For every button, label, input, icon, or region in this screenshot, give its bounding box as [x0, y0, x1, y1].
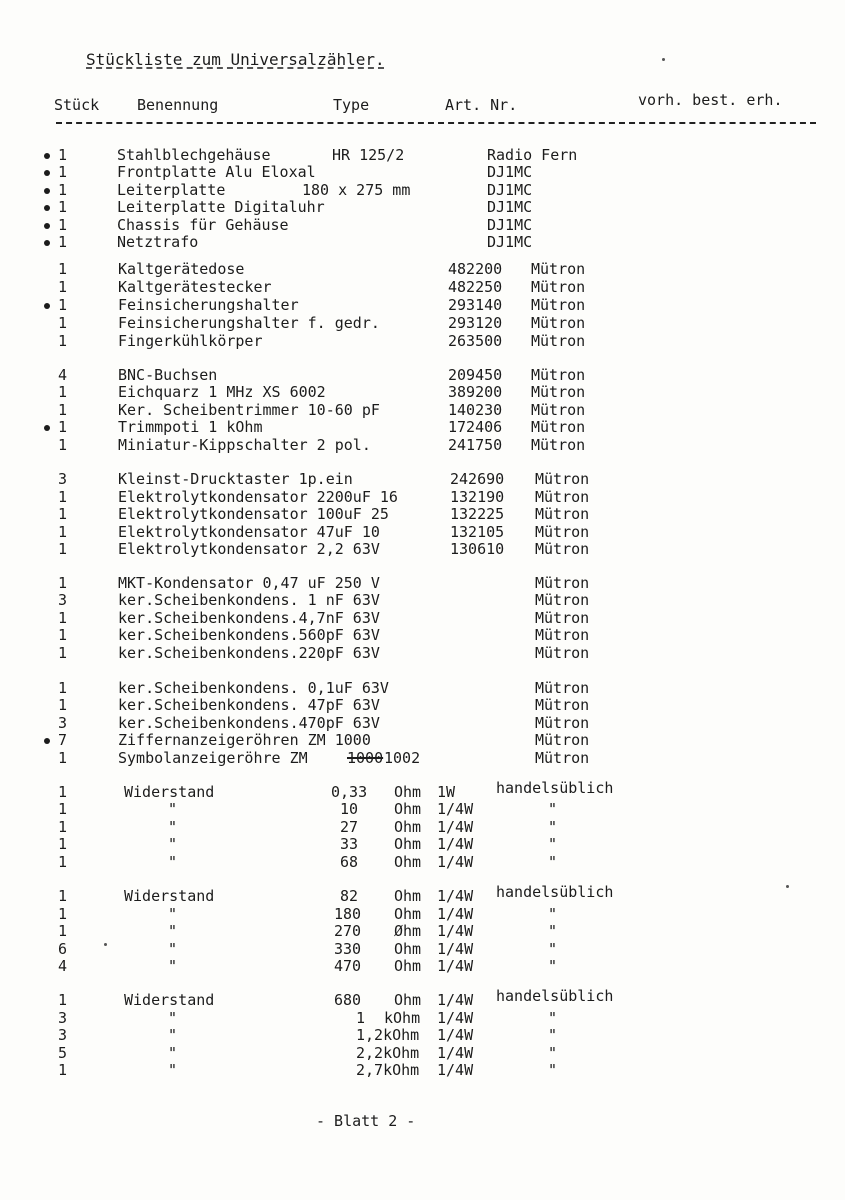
row-distributor: " — [548, 852, 558, 871]
table-row — [0, 923, 845, 940]
row-name: Kaltgerätedose — [118, 260, 245, 278]
row-maker: Mütron — [535, 643, 590, 662]
row-power: 1/4W — [437, 991, 474, 1009]
row-supplier: DJ1MC — [487, 198, 533, 217]
row-type: 180 x 275 mm — [302, 180, 411, 199]
row-supplier: DJ1MC — [487, 163, 533, 182]
row-power: 1/4W — [437, 957, 474, 976]
row-distributor: " — [548, 835, 558, 854]
row-maker: Mütron — [535, 487, 590, 506]
row-qty: 1 — [58, 487, 68, 506]
row-qty: 1 — [58, 852, 68, 871]
table-row — [0, 437, 845, 454]
row-qty: 1 — [58, 146, 68, 164]
table-row — [0, 367, 845, 384]
row-qty: 5 — [58, 1043, 68, 1062]
row-distributor: " — [548, 817, 558, 836]
table-row — [0, 575, 845, 592]
table-row — [0, 1045, 845, 1062]
row-name: Elektrolytkondensator 2200uF 16 — [118, 487, 398, 506]
row-name: " — [168, 1043, 178, 1062]
table-row — [0, 750, 845, 767]
row-maker: Mütron — [531, 366, 586, 384]
table-row — [0, 297, 845, 314]
row-qty: 1 — [58, 800, 68, 819]
row-name: ker.Scheibenkondens.470pF 63V — [118, 713, 380, 732]
checkmark-dot-icon — [44, 170, 50, 176]
row-power: 1/4W — [437, 939, 474, 958]
table-row — [0, 819, 845, 836]
row-maker: Mütron — [535, 470, 590, 488]
row-maker: Mütron — [535, 696, 590, 715]
row-name: " — [168, 1026, 178, 1044]
row-maker: Mütron — [535, 522, 590, 541]
row-name: Feinsicherungshalter f. gedr. — [118, 314, 380, 332]
row-name: Frontplatte Alu Eloxal — [117, 163, 316, 182]
row-qty: 1 — [58, 835, 68, 854]
table-row — [0, 164, 845, 181]
row-qty: 3 — [58, 1008, 68, 1027]
row-name-end: 1002 — [384, 748, 421, 767]
row-qty: 1 — [58, 260, 68, 278]
row-name: ker.Scheibenkondens.4,7nF 63V — [118, 608, 380, 627]
row-maker: Mütron — [535, 574, 590, 592]
row-qty: 1 — [58, 180, 68, 199]
row-name: Widerstand — [124, 783, 215, 801]
row-qty: 4 — [58, 366, 68, 384]
row-power: 1/4W — [437, 1008, 474, 1027]
row-qty: 1 — [58, 991, 68, 1009]
table-row — [0, 958, 845, 975]
table-row — [0, 234, 845, 251]
row-maker: Mütron — [535, 626, 590, 645]
row-value: 27 — [340, 817, 359, 836]
row-maker: Mütron — [535, 540, 590, 559]
row-artnr: 482200 — [448, 260, 503, 278]
row-name: ker.Scheibenkondens. 47pF 63V — [118, 696, 380, 715]
row-name: Miniatur-Kippschalter 2 pol. — [118, 435, 371, 454]
row-unit: Ohm — [394, 887, 422, 905]
row-qty: 1 — [58, 887, 68, 905]
table-row — [0, 384, 845, 401]
row-qty: 1 — [58, 215, 68, 234]
row-qty: 1 — [58, 696, 68, 715]
checkmark-dot-icon — [44, 240, 50, 246]
table-row — [0, 419, 845, 436]
row-unit: Ohm — [394, 835, 422, 854]
table-row — [0, 941, 845, 958]
row-maker: Mütron — [531, 278, 586, 296]
row-name: Chassis für Gehäuse — [117, 215, 289, 234]
row-name: " — [168, 835, 178, 854]
table-row — [0, 627, 845, 644]
table-row — [0, 697, 845, 714]
row-name: Elektrolytkondensator 100uF 25 — [118, 505, 389, 524]
row-unit: Ohm — [394, 817, 422, 836]
row-qty: 1 — [58, 922, 68, 941]
row-qty: 1 — [58, 608, 68, 627]
row-unit: Ohm — [394, 991, 422, 1009]
table-row — [0, 715, 845, 732]
row-unit: Ohm — [394, 904, 422, 923]
row-name: " — [168, 817, 178, 836]
row-qty: 1 — [58, 233, 68, 251]
checkmark-dot-icon — [44, 738, 50, 744]
row-artnr: 293140 — [448, 296, 503, 314]
row-name: Ker. Scheibentrimmer 10-60 pF — [118, 400, 380, 419]
table-row — [0, 883, 845, 905]
table-row — [0, 732, 845, 749]
row-power: 1/4W — [437, 852, 474, 871]
row-value: 680 — [334, 991, 362, 1009]
table-row — [0, 541, 845, 558]
row-supplier: DJ1MC — [487, 180, 533, 199]
row-name: " — [168, 852, 178, 871]
row-qty: 1 — [58, 817, 68, 836]
row-name: Symbolanzeigeröhre ZM — [118, 748, 308, 767]
row-power: 1/4W — [437, 1026, 474, 1044]
row-qty: 1 — [58, 435, 68, 454]
row-maker: Mütron — [531, 435, 586, 454]
table-row — [0, 1027, 845, 1044]
row-name: Leiterplatte — [117, 180, 226, 199]
row-name: Elektrolytkondensator 47uF 10 — [118, 522, 380, 541]
table-row — [0, 801, 845, 818]
table-row — [0, 199, 845, 216]
row-name: Kleinst-Drucktaster 1p.ein — [118, 470, 353, 488]
row-value: 82 — [340, 887, 359, 905]
row-qty: 1 — [58, 400, 68, 419]
row-name: " — [168, 1061, 178, 1079]
row-artnr: 241750 — [448, 435, 503, 454]
row-artnr: 293120 — [448, 314, 503, 332]
row-maker: Mütron — [531, 383, 586, 402]
row-artnr: 132225 — [450, 505, 505, 524]
row-name: Widerstand — [124, 887, 215, 905]
row-artnr: 140230 — [448, 400, 503, 419]
row-artnr: 209450 — [448, 366, 503, 384]
row-name: Trimmpoti 1 kOhm — [118, 418, 263, 437]
row-value: 180 — [334, 904, 362, 923]
row-qty: 6 — [58, 939, 68, 958]
row-qty: 1 — [58, 679, 68, 697]
row-maker: Mütron — [535, 731, 590, 750]
paper-speck — [786, 885, 789, 888]
page-footer: - Blatt 2 - — [316, 1112, 416, 1130]
header-name: Benennung — [137, 96, 219, 114]
row-power: 1/4W — [437, 887, 474, 905]
row-qty: 1 — [58, 540, 68, 559]
row-maker: Mütron — [535, 713, 590, 732]
row-qty: 1 — [58, 783, 68, 801]
row-artnr: 132190 — [450, 487, 505, 506]
row-maker: Mütron — [531, 400, 586, 419]
row-unit: Ohm — [394, 852, 422, 871]
row-power: 1/4W — [437, 817, 474, 836]
row-qty: 3 — [58, 713, 68, 732]
row-qty: 7 — [58, 731, 68, 750]
row-value: 270 — [334, 922, 362, 941]
row-name: ker.Scheibenkondens. 1 nF 63V — [118, 591, 380, 610]
row-distributor: " — [548, 939, 558, 958]
table-row — [0, 987, 845, 1009]
row-maker: Mütron — [535, 591, 590, 610]
row-value: 2,2kOhm — [356, 1043, 420, 1062]
row-name: ker.Scheibenkondens. 0,1uF 63V — [118, 679, 389, 697]
row-artnr: 389200 — [448, 383, 503, 402]
row-maker: Mütron — [531, 418, 586, 437]
table-row — [0, 854, 845, 871]
row-unit: Ohm — [394, 800, 422, 819]
row-maker: Mütron — [535, 505, 590, 524]
row-qty: 1 — [58, 314, 68, 332]
checkmark-dot-icon — [44, 205, 50, 211]
table-row — [0, 261, 845, 278]
table-row — [0, 1062, 845, 1079]
header-divider — [56, 122, 816, 124]
row-qty: 1 — [58, 904, 68, 923]
row-name: " — [168, 1008, 178, 1027]
table-row — [0, 217, 845, 234]
table-row — [0, 471, 845, 488]
row-qty: 3 — [58, 470, 68, 488]
row-qty: 1 — [58, 626, 68, 645]
paper-speck — [662, 58, 665, 61]
row-supplier: Radio Fern — [487, 146, 578, 164]
table-row — [0, 610, 845, 627]
row-qty: 4 — [58, 957, 68, 976]
table-row — [0, 779, 845, 801]
row-power: 1W — [437, 783, 456, 801]
row-supplier: DJ1MC — [487, 215, 533, 234]
row-name: " — [168, 800, 178, 819]
row-distributor: " — [548, 957, 558, 976]
row-value: 0,33 — [331, 783, 368, 801]
row-value: 1,2kOhm — [356, 1026, 420, 1044]
table-row — [0, 147, 845, 164]
row-distributor: " — [548, 1061, 558, 1079]
row-power: 1/4W — [437, 800, 474, 819]
row-name: MKT-Kondensator 0,47 uF 250 V — [118, 574, 380, 592]
row-name: Eichquarz 1 MHz XS 6002 — [118, 383, 326, 402]
row-power: 1/4W — [437, 1061, 474, 1079]
row-value: 330 — [334, 939, 362, 958]
row-artnr: 482250 — [448, 278, 503, 296]
row-name: Stahlblechgehäuse — [117, 146, 271, 164]
row-artnr: 130610 — [450, 540, 505, 559]
row-artnr: 172406 — [448, 418, 503, 437]
row-name: ker.Scheibenkondens.560pF 63V — [118, 626, 380, 645]
row-distributor: " — [548, 1026, 558, 1044]
row-qty: 1 — [58, 418, 68, 437]
row-qty: 1 — [58, 198, 68, 217]
checkmark-dot-icon — [44, 425, 50, 431]
table-row — [0, 402, 845, 419]
row-qty: 3 — [58, 1026, 68, 1044]
row-value: 2,7kOhm — [356, 1061, 420, 1079]
row-unit: Øhm — [394, 922, 422, 941]
row-name-struck: 1000 — [347, 748, 384, 767]
row-distributor: " — [548, 904, 558, 923]
row-name: " — [168, 922, 178, 941]
table-row — [0, 645, 845, 662]
row-type: HR 125/2 — [332, 146, 405, 164]
table-row — [0, 680, 845, 697]
row-distributor: " — [548, 922, 558, 941]
row-maker: Mütron — [535, 679, 590, 697]
row-maker: Mütron — [535, 608, 590, 627]
checkmark-dot-icon — [44, 188, 50, 194]
row-artnr: 263500 — [448, 332, 503, 350]
row-distributor: " — [548, 1043, 558, 1062]
row-maker: Mütron — [531, 332, 586, 350]
row-name: Ziffernanzeigeröhren ZM 1000 — [118, 731, 371, 750]
paper-speck — [104, 943, 107, 946]
checkmark-dot-icon — [44, 303, 50, 309]
row-distributor: " — [548, 800, 558, 819]
row-power: 1/4W — [437, 922, 474, 941]
row-qty: 1 — [58, 383, 68, 402]
row-qty: 1 — [58, 163, 68, 182]
row-unit: Ohm — [394, 957, 422, 976]
table-row — [0, 836, 845, 853]
row-qty: 1 — [58, 332, 68, 350]
row-name: Elektrolytkondensator 2,2 63V — [118, 540, 380, 559]
checkmark-dot-icon — [44, 153, 50, 159]
table-row — [0, 1010, 845, 1027]
row-power: 1/4W — [437, 904, 474, 923]
header-type: Type — [333, 96, 370, 114]
checkmark-dot-icon — [44, 223, 50, 229]
row-value: 470 — [334, 957, 362, 976]
row-name: BNC-Buchsen — [118, 366, 218, 384]
row-qty: 1 — [58, 505, 68, 524]
row-qty: 1 — [58, 643, 68, 662]
row-maker: Mütron — [531, 296, 586, 314]
row-unit: kOhm — [384, 1008, 421, 1027]
row-name: " — [168, 939, 178, 958]
row-name: Leiterplatte Digitaluhr — [117, 198, 325, 217]
row-qty: 1 — [58, 574, 68, 592]
table-row — [0, 506, 845, 523]
header-qty: Stück — [54, 96, 100, 114]
row-value: 1 — [356, 1008, 366, 1027]
row-value: 10 — [340, 800, 359, 819]
row-value: 33 — [340, 835, 359, 854]
header-status: vorh. best. erh. — [638, 91, 783, 109]
row-artnr: 132105 — [450, 522, 505, 541]
row-qty: 1 — [58, 1061, 68, 1079]
row-qty: 1 — [58, 296, 68, 314]
row-distributor: handelsüblich — [496, 779, 614, 797]
table-row — [0, 906, 845, 923]
row-name: Netztrafo — [117, 233, 199, 251]
row-maker: Mütron — [531, 260, 586, 278]
row-name: ker.Scheibenkondens.220pF 63V — [118, 643, 380, 662]
row-maker: Mütron — [531, 314, 586, 332]
table-row — [0, 489, 845, 506]
table-row — [0, 279, 845, 296]
row-qty: 1 — [58, 748, 68, 767]
row-name: " — [168, 904, 178, 923]
header-artnr: Art. Nr. — [445, 96, 518, 114]
table-row — [0, 182, 845, 199]
row-qty: 1 — [58, 278, 68, 296]
row-qty: 3 — [58, 591, 68, 610]
row-supplier: DJ1MC — [487, 233, 533, 251]
row-name: " — [168, 957, 178, 976]
row-artnr: 242690 — [450, 470, 505, 488]
row-name: Feinsicherungshalter — [118, 296, 299, 314]
row-distributor: " — [548, 1008, 558, 1027]
row-unit: Ohm — [394, 783, 422, 801]
row-distributor: handelsüblich — [496, 883, 614, 901]
document-title: Stückliste zum Universalzähler. — [86, 50, 385, 69]
row-value: 68 — [340, 852, 359, 871]
row-power: 1/4W — [437, 1043, 474, 1062]
row-name: Kaltgerätestecker — [118, 278, 272, 296]
table-row — [0, 524, 845, 541]
row-name: Widerstand — [124, 991, 215, 1009]
table-row — [0, 592, 845, 609]
row-power: 1/4W — [437, 835, 474, 854]
row-distributor: handelsüblich — [496, 987, 614, 1005]
row-unit: Ohm — [394, 939, 422, 958]
row-maker: Mütron — [535, 748, 590, 767]
row-qty: 1 — [58, 522, 68, 541]
table-row — [0, 315, 845, 332]
table-row — [0, 333, 845, 350]
row-name: Fingerkühlkörper — [118, 332, 263, 350]
